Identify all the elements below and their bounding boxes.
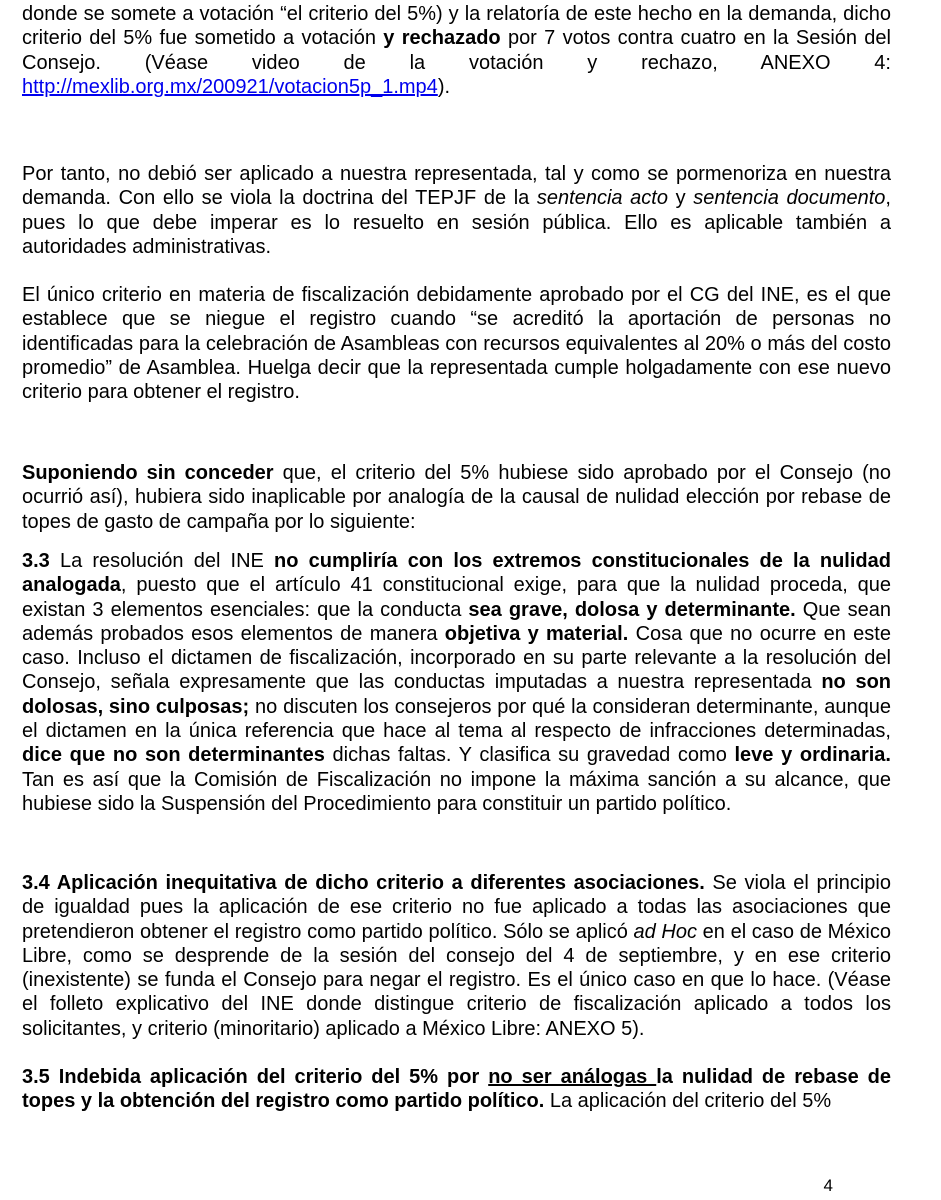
text-run: que, el criterio del 5% hubiese sido aprobado por el Consejo (no ocurrió así), hubiera sido inaplicable por analogía de la causal de nulidad elección por rebase de topes de gasto de campaña por lo siguiente: [22,462,891,533]
text-run: Por tanto, no debió ser aplicado a nuestra representada, tal y como se pormenoriza en nuestra demanda. Con ello se viola la doctrina del TEPJF de la [22,163,891,210]
text-run: , puesto que el artículo 41 constitucional exige, para que la nulidad proceda, que existan 3 elementos esenciales: que la conducta [22,574,891,621]
text-run: en el caso de México Libre, como se desprende de la sesión del consejo del 4 de septiembre, y en ese criterio (inexistente) se funda el Consejo para negar el registro. Es el único caso en que lo hace. (Véase el folleto explicativo del INE donde distingue criterio de fiscalización aplicado a todos los solicitantes, y criterio (minoritario) aplicado a México Libre: ANEXO 5). [22,920,891,1040]
text-run: no discuten los consejeros por qué la consideran determinante, aunque el dictamen en la única referencia que hace al tema al respecto de infracciones determinadas, [22,695,891,743]
text-run: Cosa que no ocurre en este caso. Incluso el dictamen de fiscalización, incorporado en su parte relevante a la resolución del Consejo, señala expresamente que las conductas imputadas a nuestra representada [22,622,891,694]
italic-run: ad Hoc [633,920,697,943]
bold-run: no son dolosas, sino culposas; [22,671,891,718]
text-run: por 7 votos contra cuatro en la Sesión del Consejo. (Véase video de la votación y rechazo, ANEXO 4: [22,27,892,74]
section-number: 3.3 [22,550,50,572]
paragraph-doctrina [22,162,891,259]
underlined-run: no ser análogas [488,1066,657,1088]
text-run: dichas faltas. Y clasifica su gravedad como [324,744,735,767]
bold-run: objetiva y material. [444,622,629,645]
paragraph-unico-criterio [22,283,891,404]
bold-run: no cumpliría con los extremos constitucionales de la nulidad analogada [22,550,891,597]
bold-run: 3.4 Aplicación inequitativa de dicho criterio a diferentes asociaciones. [22,872,705,894]
bold-run: y rechazado [383,27,501,50]
text-run: ). [437,75,451,98]
text-run: y [667,187,694,210]
page-number: 4 [823,1176,833,1195]
italic-run: sentencia acto [536,187,668,210]
bold-run: la nulidad de rebase de topes y la obtención del registro como partido político. [22,1066,892,1113]
text-run: La resolución del INE [49,550,275,572]
paragraph-3-3 [22,549,891,816]
bold-run: dice que no son determinantes [22,744,325,767]
text-run: donde se somete a votación “el criterio del 5%) y la relatoría de este hecho en la demanda, dicho criterio del 5% fue sometido a votación [22,3,891,50]
paragraph-3-5 [22,1065,891,1114]
text-run: Tan es así que la Comisión de Fiscalización no impone la máxima sanción a su alcance, que hubiese sido la Suspensión del Procedimiento para constituir un partido político. [22,768,891,815]
anexo-4-link[interactable]: http://mexlib.org.mx/200921/votacion5p_1.mp4 [22,75,438,98]
text-run: Se viola el principio de igualdad pues la aplicación de ese criterio no fue aplicado a todas las asociaciones que pretendieron obtener el registro como partido político. Sólo se aplicó [22,872,891,943]
text-run: , pues lo que debe imperar es lo resuelto en sesión pública. Ello es aplicable también a autoridades administrativas. [22,187,891,258]
text-run: Que sean además probados esos elementos de manera [22,598,891,645]
paragraph-suponiendo [22,461,891,534]
text-run: El único criterio en materia de fiscalización debidamente aprobado por el CG del INE, es el que establece que se niegue el registro cuando “se acreditó la aportación de personas no identificadas para la celebración de Asambleas con recursos equivalentes al 20% o más del costo promedio” de Asamblea. Huelga decir que la representada cumple holgadamente con ese nuevo criterio para obtener el registro. [22,284,891,404]
paragraph-votacion [22,2,891,99]
text-run: La aplicación del criterio del 5% [544,1090,832,1113]
bold-run: leve y ordinaria. [734,744,891,767]
bold-run: 3.5 Indebida aplicación del criterio del 5% por [22,1066,489,1088]
bold-run: sea grave, dolosa y determinante. [468,598,796,621]
bold-run: Suponiendo sin conceder [22,462,274,484]
italic-run: sentencia documento [693,187,886,210]
paragraph-3-4 [22,871,891,1041]
